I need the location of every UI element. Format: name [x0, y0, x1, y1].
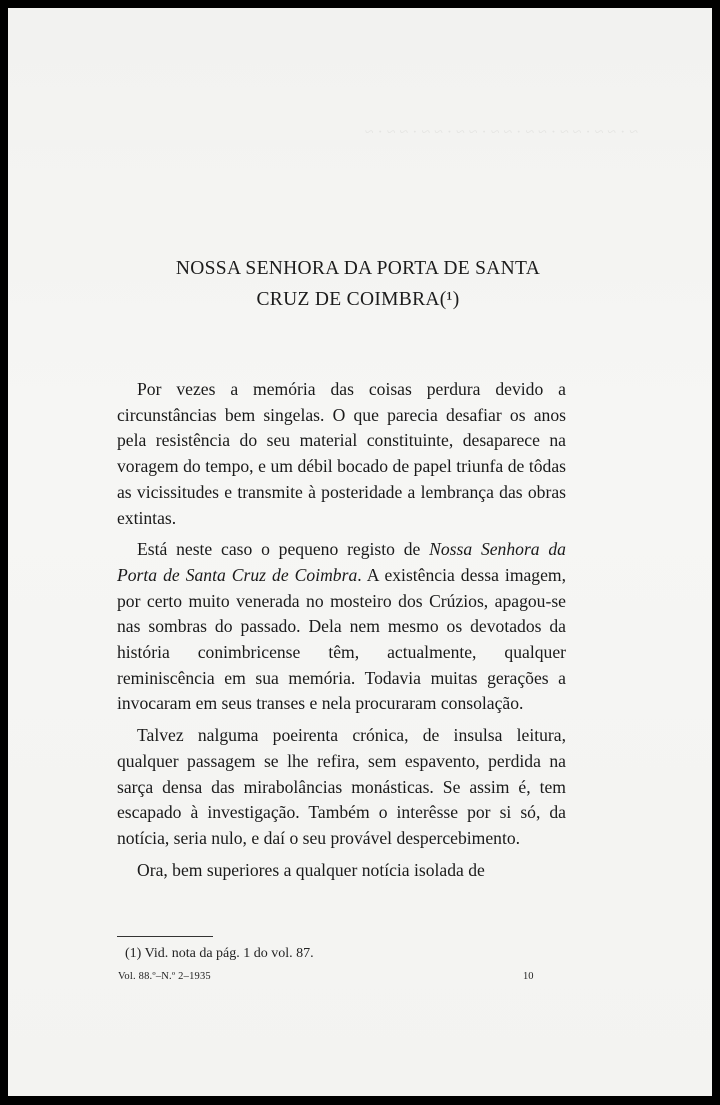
footnote-divider: [117, 936, 213, 937]
paragraph-4: Ora, bem superiores a qualquer notícia isolada de: [137, 859, 485, 880]
bleed-through-texture: ~ · ~ ~ · ~ ~ · ~ ~ · ~ ~ · ~ ~ · ~ ~ · ~ ~ · ~: [364, 123, 638, 141]
paragraph-3: Talvez nalguma poeirenta crónica, de insulsa leitura, qualquer passagem se lhe refira, sem espavento, perdida na sarça densa das mirabolâncias monásticas. Se assim é, tem escapado à investigação. Também o interêsse por si só, da notícia, seria nulo, e daí o seu provável despercebimento.: [117, 725, 566, 848]
paragraph-1: Por vezes a memória das coisas perdura devido a circunstâncias bem singelas. O que parecia desafiar os anos pela resistência do seu material constituinte, desaparece na voragem do tempo, e um débil bocado de papel triunfa de tôdas as vicissitudes e transmite à posteridade a lembrança das obras extintas.: [117, 379, 566, 528]
article-title-line-2: CRUZ DE COIMBRA(¹): [256, 289, 460, 310]
volume-reference: Vol. 88.º–N.º 2–1935: [118, 971, 211, 982]
paragraph-2-rest: . A existência dessa imagem, por certo muito venerada no mosteiro dos Crúzios, apagou-se nas sombras do passado. Dela nem mesmo os devotados da história conimbricense têm, actualmente, qualquer reminiscência em sua memória. Todavia muitas gerações a invocaram em seus transes e nela procuraram consolação.: [117, 564, 566, 714]
paragraph-2: [117, 537, 566, 717]
paragraph-2-start: Está neste caso o pequeno registo de: [137, 539, 430, 560]
article-body: [117, 377, 566, 889]
article-title-line-1: NOSSA SENHORA DA PORTA DE SANTA: [175, 258, 541, 279]
page-sheet: [8, 8, 712, 1096]
page-number: 10: [523, 971, 534, 982]
image-title-italic: Nossa Senhora da Porta de Santa Cruz de Coimbra: [117, 539, 566, 585]
footnote: (1) Vid. nota da pág. 1 do vol. 87.: [125, 946, 314, 961]
